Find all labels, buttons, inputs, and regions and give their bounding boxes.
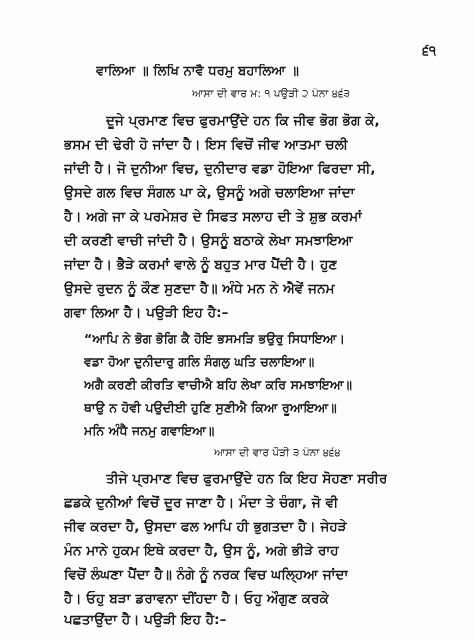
page-number: ੬੧ [422,44,436,59]
verse-line: ਵਡਾ ਹੋਆ ਦੁਨੀਦਾਰੁ ਗਲਿ ਸੰਗਲੁ ਘਤਿ ਚਲਾਇਆ॥ [84,354,315,369]
paragraph-line: ਉਸਦੇ ਗਲ ਵਿਚ ਸੰਗਲ ਪਾ ਕੇ, ਉਸਨੂੰ ਅਗੇ ਚਲਾਇਆ ਜਾਂਦਾ [64,185,355,201]
paragraph-line: ਛਡਕੇ ਦੁਨੀਆਂ ਵਿਚੋਂ ਦੂਰ ਜਾਣਾ ਹੈ। ਮੰਦਾ ਤੇ ਚੰਗਾ, ਜੋ ਵੀ [64,495,339,511]
paragraph-line: ਹੈ। ਓਹੁ ਬੜਾ ਡਰਾਵਨਾ ਦੀਂਹਦਾ ਹੈ। ਓਹੁ ਔਗੁਣ ਕਰਕੇ [64,591,329,607]
verse-line: ਅਗੈ ਕਰਣੀ ਕੀਰਤਿ ਵਾਚੀਐ ਬਹਿ ਲੇਖਾ ਕਰਿ ਸਮਝਾਇਆ॥ [84,377,353,392]
paragraph-line: ਦੀ ਕਰਣੀ ਵਾਚੀ ਜਾਂਦੀ ਹੈ। ਉਸਨੂੰ ਬਠਾਕੇ ਲੇਖਾ ਸਮਝਾਇਆ [64,233,353,249]
reference-line: ਆਸਾ ਦੀ ਵਾਰ ਪੌੜੀ ੩ ਪੰਨਾ ੪੬੪ [214,447,341,459]
paragraph-line: ਜਾਂਦਾ ਹੈ। ਭੈੜੇ ਕਰਮਾਂ ਵਾਲੇ ਨੂੰ ਬਹੁਤ ਮਾਰ ਪੈਂਦੀ ਹੈ। ਹੁਣ [64,257,338,273]
paragraph-line: ਵਿਚੋਂ ਲੰਘਣਾ ਪੈਂਦਾ ਹੈ॥ ਨੰਗੇ ਨੂੰ ਨਰਕ ਵਿਚ ਘਲ੍ਹਿਆ ਜਾਂਦਾ [64,567,349,583]
paragraph-line: ਗਵਾ ਲਿਆ ਹੈ। ਪਉੜੀ ਇਹ ਹੈ:– [64,305,229,321]
paragraph-line: ਜਾਂਦੀ ਹੈ। ਜੋ ਦੁਨੀਆ ਵਿਚ, ਦੁਨੀਦਾਰ ਵਡਾ ਹੋਇਆ ਫਿਰਦਾ ਸੀ, [64,161,376,177]
paragraph-line: ਪਛਤਾਉਂਦਾ ਹੈ। ਪਉੜੀ ਇਹ ਹੈ:– [64,612,227,628]
paragraph-line: ਜੀਵ ਕਰਦਾ ਹੈ, ਉਸਦਾ ਫਲ ਆਪਿ ਹੀ ਭੁਗਤਦਾ ਹੈ। ਜੇਹੜੇ [64,519,347,535]
paragraph-line: ਹੈ। ਅਗੇ ਜਾ ਕੇ ਪਰਮੇਸ਼ਰ ਦੇ ਸਿਫਤ ਸਲਾਹ ਦੀ ਤੇ ਸ਼ੁਭ ਕਰਮਾਂ [64,209,363,225]
verse-line: “ਆਪਿ ਨੇ ਭੋਗ ਭੋਗਿ ਕੈ ਹੋਇ ਭਸਮੜਿ ਭਉਰੁ ਸਿਧਾਇਆ। [84,331,345,346]
verse-line: ਥਾਉ ਨ ਹੋਵੀ ਪਉਦੀਈ ਹੁਣਿ ਸੁਣੀਐ ਕਿਆ ਰੂਆਇਆ॥ [84,400,337,415]
paragraph-line: ਉਸਦੇ ਰੁਦਨ ਨੂੰ ਕੌਣ ਸੁਣਦਾ ਹੈ॥ ਅੰਧੇ ਮਨ ਨੇ ਐਵੇਂ ਜਨਮ [64,281,335,297]
paragraph-line: ਭਸਮ ਦੀ ਢੇਰੀ ਹੋ ਜਾਂਦਾ ਹੈ। ਇਸ ਵਿਚੋਂ ਜੀਵ ਆਤਮਾ ਚਲੀ [64,137,349,153]
verse-line: ਮਨਿ ਅੰਧੈ ਜਨਮੁ ਗਵਾਇਆ॥ [84,423,215,438]
paragraph-line: ਤੀਜੇ ਪ੍ਰਮਾਣ ਵਿਚ ਫੁਰਮਾਉਂਦੇ ਹਨ ਕਿ ਇਹ ਸੋਹਣਾ ਸਰੀਰ [106,471,388,487]
heading-line: ਵਾਲਿਆ ॥ ਲਿਖਿ ਨਾਵੈ ਧਰਮੁ ਬਹਾਲਿਆ ॥ [96,64,299,79]
paragraph-line: ਦੂਜੇ ਪ੍ਰਮਾਣ ਵਿਚ ਫੁਰਮਾਉਂਦੇ ਹਨ ਕਿ ਜੀਵ ਭੋਗ ਭੋਗ ਕੇ, [106,113,380,129]
paragraph-line: ਮੰਨ ਮਾਨੇ ਹੁਕਮ ਇਥੇ ਕਰਦਾ ਹੈ, ਉਸ ਨੂੰ, ਅਗੇ ਭੀੜੇ ਰਾਹ [64,543,339,559]
reference-line: ਆਸਾ ਦੀ ਵਾਰ ਮ: ੧ ਪਉੜੀ ੨ ਪੰਨਾ ੪੬੩ [192,88,351,100]
